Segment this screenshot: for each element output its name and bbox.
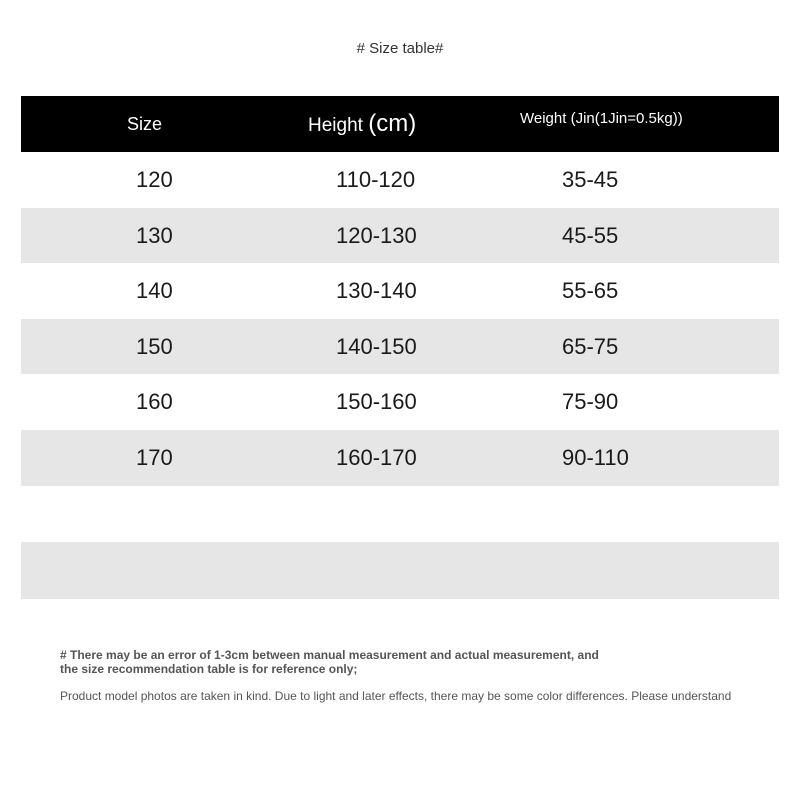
cell-height: 110-120 (336, 167, 416, 192)
cell-height: 150-160 (336, 389, 417, 415)
header-height (308, 96, 416, 154)
cell-height: 120-130 (336, 222, 417, 248)
cell-size: 120 (136, 167, 173, 192)
table-row (21, 152, 779, 208)
cell-size: 140 (136, 278, 173, 304)
cell-height: 130-140 (336, 278, 417, 304)
cell-weight: 35-45 (562, 167, 619, 192)
cell-size: 150 (136, 333, 173, 359)
table-row (21, 374, 779, 430)
cell-weight: 45-55 (562, 222, 619, 248)
table-row (21, 208, 779, 264)
table-row (21, 319, 779, 375)
cell-size: 160 (136, 389, 173, 415)
header-height-label: Height (308, 115, 363, 136)
header-weight: Weight (Jin(1Jin=0.5kg)) (520, 110, 683, 127)
header-height-unit: (cm) (368, 110, 417, 137)
empty-table-band (21, 542, 779, 599)
cell-size: 170 (136, 444, 173, 470)
header-size: Size (127, 114, 163, 134)
cell-height: 140-150 (336, 333, 417, 359)
cell-weight: 55-65 (562, 278, 619, 304)
cell-weight: 65-75 (562, 333, 619, 359)
table-row (21, 430, 779, 486)
cell-height: 160-170 (336, 444, 417, 470)
notes (60, 648, 740, 708)
cell-weight: 75-90 (562, 389, 619, 415)
cell-weight: 90-110 (562, 444, 629, 470)
measurement-note: # There may be an error of 1-3cm between manual measurement and actual measurement, and the size recommendation table is for reference only; (60, 648, 599, 676)
table-row (21, 263, 779, 319)
color-note: Product model photos are taken in kind. Due to light and later effects, there may be some color differences. Please understand (60, 689, 732, 703)
page-title: # Size table# (356, 40, 444, 57)
cell-size: 130 (136, 222, 173, 248)
size-table (21, 96, 779, 486)
table-header (21, 96, 779, 152)
